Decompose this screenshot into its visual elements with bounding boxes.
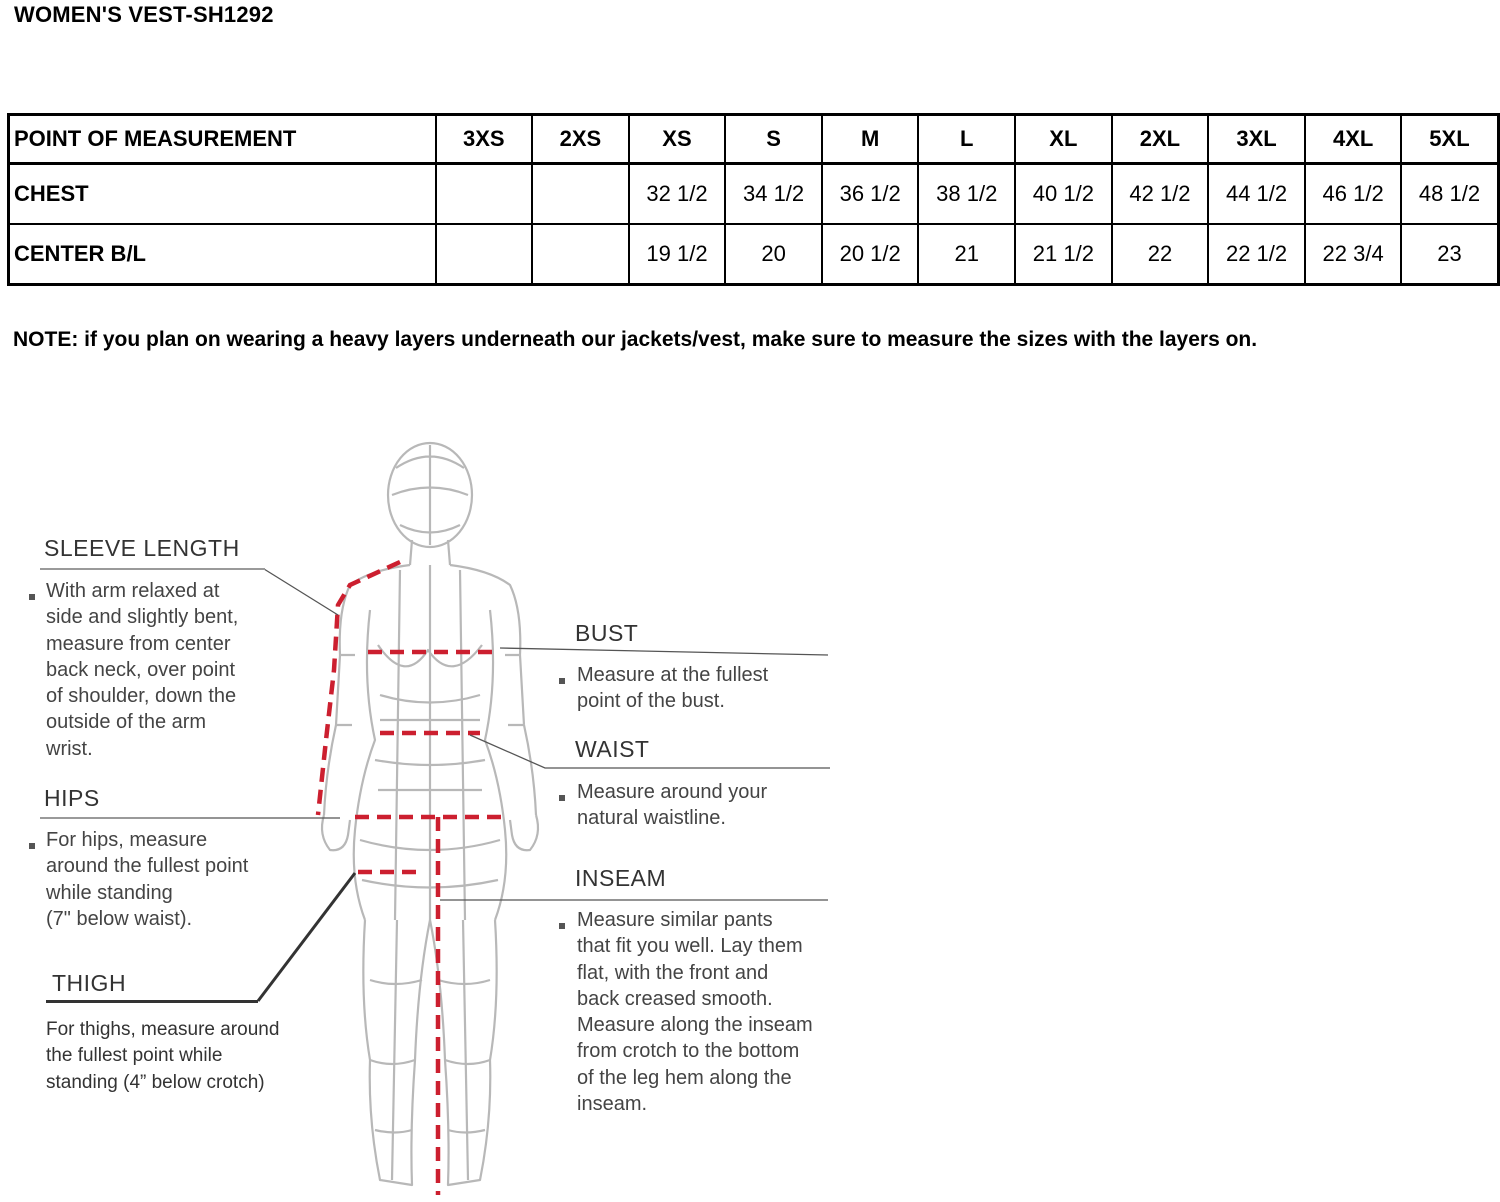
- description-line: around the fullest point: [46, 855, 249, 878]
- description-line: standing (4” below crotch): [46, 1071, 265, 1093]
- table-cell: 48 1/2: [1401, 164, 1498, 225]
- sleeve-length-description: [46, 578, 238, 762]
- description-line: that fit you well. Lay them: [577, 935, 803, 958]
- inseam-label: INSEAM: [575, 865, 667, 891]
- table-cell: 22 3/4: [1305, 224, 1402, 285]
- table-cell: 42 1/2: [1112, 164, 1209, 225]
- description-line: of the leg hem along the: [577, 1066, 792, 1089]
- table-cell: 40 1/2: [1015, 164, 1112, 225]
- page-title: WOMEN'S VEST-SH1292: [14, 2, 274, 27]
- table-cell: 22: [1112, 224, 1209, 285]
- description-line: Measure around your: [577, 781, 768, 803]
- size-header: L: [918, 115, 1015, 164]
- size-header: 3XL: [1208, 115, 1305, 164]
- description-line: natural waistline.: [577, 807, 726, 830]
- description-line: while standing: [46, 881, 173, 904]
- size-header: 2XL: [1112, 115, 1209, 164]
- layering-note: NOTE: if you plan on wearing a heavy layers underneath our jackets/vest, make sure to measure the sizes with the layers on.: [13, 328, 1258, 351]
- size-header: 3XS: [436, 115, 533, 164]
- hips-description: [46, 827, 248, 932]
- hips-label: HIPS: [44, 785, 100, 811]
- description-line: measure from center: [46, 632, 231, 655]
- bullet-icon: [29, 594, 35, 600]
- size-header: XL: [1015, 115, 1112, 164]
- hips-rule: [40, 817, 200, 819]
- row-label: CHEST: [9, 164, 436, 225]
- row-label: CENTER B/L: [9, 224, 436, 285]
- description-line: the fullest point while: [46, 1045, 223, 1067]
- table-cell: 21: [918, 224, 1015, 285]
- size-header: S: [725, 115, 822, 164]
- table-cell: 21 1/2: [1015, 224, 1112, 285]
- description-line: Measure along the inseam: [577, 1014, 813, 1037]
- bullet-icon: [559, 923, 565, 929]
- description-line: For hips, measure: [46, 829, 208, 851]
- bust-description: [577, 662, 768, 715]
- thigh-rule: [46, 1000, 258, 1003]
- bullet-icon: [29, 843, 35, 849]
- description-line: For thighs, measure around: [46, 1019, 280, 1040]
- size-header: 4XL: [1305, 115, 1402, 164]
- size-header: 5XL: [1401, 115, 1498, 164]
- description-line: inseam.: [577, 1093, 648, 1116]
- bullet-icon: [559, 678, 565, 684]
- inseam-description: [577, 907, 813, 1117]
- thigh-description: [46, 1017, 279, 1096]
- description-line: Measure similar pants: [577, 909, 773, 931]
- table-cell: 34 1/2: [725, 164, 822, 225]
- table-cell: 44 1/2: [1208, 164, 1305, 225]
- description-line: wrist.: [46, 737, 93, 760]
- bullet-icon: [559, 795, 565, 801]
- table-cell: 23: [1401, 224, 1498, 285]
- table-cell: 19 1/2: [629, 224, 726, 285]
- description-line: Measure at the fullest: [577, 664, 769, 686]
- waist-description: [577, 779, 767, 832]
- table-cell: 22 1/2: [1208, 224, 1305, 285]
- table-cell: 32 1/2: [629, 164, 726, 225]
- description-line: With arm relaxed at: [46, 580, 220, 602]
- thigh-label: THIGH: [52, 970, 127, 996]
- sleeve-length-label: SLEEVE LENGTH: [44, 535, 240, 561]
- description-line: (7" below waist).: [46, 907, 193, 930]
- sleeve-length-rule: [40, 568, 265, 570]
- bust-label: BUST: [575, 620, 639, 646]
- description-line: side and slightly bent,: [46, 606, 239, 629]
- size-header: M: [822, 115, 919, 164]
- table-cell: 46 1/2: [1305, 164, 1402, 225]
- description-line: of shoulder, down the: [46, 685, 237, 708]
- description-line: back creased smooth.: [577, 987, 773, 1010]
- description-line: point of the bust.: [577, 690, 725, 713]
- description-line: outside of the arm: [46, 711, 207, 734]
- table-cell: 38 1/2: [918, 164, 1015, 225]
- header-point-of-measurement: POINT OF MEASUREMENT: [9, 115, 436, 164]
- description-line: from crotch to the bottom: [577, 1040, 800, 1063]
- table-cell: 20 1/2: [822, 224, 919, 285]
- size-header: XS: [629, 115, 726, 164]
- table-cell: 20: [725, 224, 822, 285]
- waist-label: WAIST: [575, 736, 650, 762]
- description-line: back neck, over point: [46, 658, 235, 681]
- size-header: 2XS: [532, 115, 629, 164]
- description-line: flat, with the front and: [577, 961, 769, 984]
- table-cell: 36 1/2: [822, 164, 919, 225]
